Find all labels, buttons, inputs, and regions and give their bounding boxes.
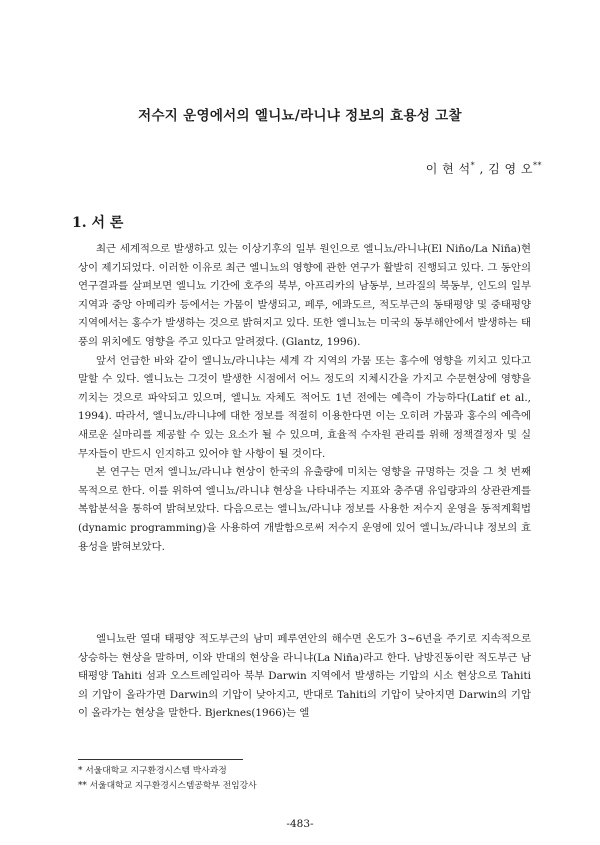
section-heading: 1. 서 론 — [72, 215, 124, 231]
page-number: -483- — [286, 818, 314, 830]
paragraph: 앞서 언급한 바와 같이 엘니뇨/라니냐는 세계 각 지역의 가뭄 또는 홍수에 영향을 끼치고 있다고 말할 수 있다. 엘니뇨는 그것이 발생한 시점에서 어느 정도의 지체시간을 가지고 수문현상에 영향을 끼치는 것으로 파악되고 있으며, 엘니뇨 자체도 적어도 1년 전에는 예측이 가능하다(Latif et al., 1994). 따라서, 엘니뇨/라니냐에 대한 정보를 적절히 이용한다면 이는 오히려 가뭄과 홍수의 예측에 새로운 실마리를 제공할 수 있는 요소가 될 수 있으며, 효율적 수자원 관리를 위해 정책결정자 및 실무자들이 반드시 인지하고 있어야 할 사항이 될 것이다. — [78, 354, 531, 460]
author-footnote-mark: * — [470, 161, 476, 170]
footnotes — [78, 764, 257, 794]
introduction-body — [78, 240, 531, 556]
background-body — [78, 630, 531, 723]
author-line — [426, 160, 542, 177]
footnote: * 서울대학교 지구환경시스템 박사과정 — [78, 766, 227, 776]
paragraph: 본 연구는 먼저 엘니뇨/라니냐 현상이 한국의 유출량에 미치는 영향을 규명하는 것을 그 첫 번째 목적으로 한다. 이를 위하여 엘니뇨/라니냐 현상을 나타내주는 지표와 충주댐 유입량과의 상관관계를 복합분석을 통하여 밝혀보았다. 다음으로는 엘니뇨/라니냐 정보를 사용한 저수지 운영을 동적계획법(dynamic programming)을 사용하여 개발함으로써 저수지 운영에 있어 엘니뇨/라니냐 정보의 효용성을 밝혀보았다. — [78, 466, 531, 553]
paper-title: 저수지 운영에서의 엘니뇨/라니냐 정보의 효용성 고찰 — [138, 108, 462, 124]
author-name: 이 현 석 — [425, 162, 471, 176]
paragraph: 엘니뇨란 열대 태평양 적도부근의 남미 페루연안의 해수면 온도가 3~6년을 주기로 지속적으로 상승하는 현상을 말하며, 이와 반대의 현상을 라니냐(La Niña)라고 한다. 남방진동이란 적도부근 남태평양 Tahiti 섬과 오스트레일리아 북부 Darwin 지역에서 발생하는 기압의 시소 현상으로 Tahiti의 기압이 올라가면 Darwin의 기압이 낮아지고, 반대로 Tahiti의 기압이 낮아지면 Darwin의 기압이 올라가는 현상을 말한다. Bjerknes(1966)는 엘 — [78, 633, 531, 720]
author-separator: , — [475, 162, 489, 176]
paragraph: 최근 세계적으로 발생하고 있는 이상기후의 일부 원인으로 엘니뇨/라니냐(El Niño/La Niña)현상이 제기되었다. 이러한 이유로 최근 엘니뇨의 영향에 관한 연구가 활발히 진행되고 있다. 그 동안의 연구결과를 살펴보면 엘니뇨 기간에 호주의 북부, 아프리카의 남동부, 브라질의 북동부, 인도의 일부 지역과 중앙 아메리카 등에서는 가뭄이 발생되고, 페루, 에콰도르, 적도부근의 동태평양 및 중태평양 지역에서는 홍수가 발생하는 것으로 밝혀지고 있다. 또한 엘니뇨는 미국의 동부해안에서 발생하는 태풍의 위치에도 영향을 주고 있다고 알려졌다. (Glantz, 1996). — [78, 243, 531, 348]
footnote-divider — [78, 759, 243, 760]
author-name: 김 영 오 — [488, 162, 533, 176]
footnote: ** 서울대학교 지구환경시스템공학부 전임강사 — [78, 781, 257, 791]
author-footnote-mark: ** — [533, 161, 542, 170]
